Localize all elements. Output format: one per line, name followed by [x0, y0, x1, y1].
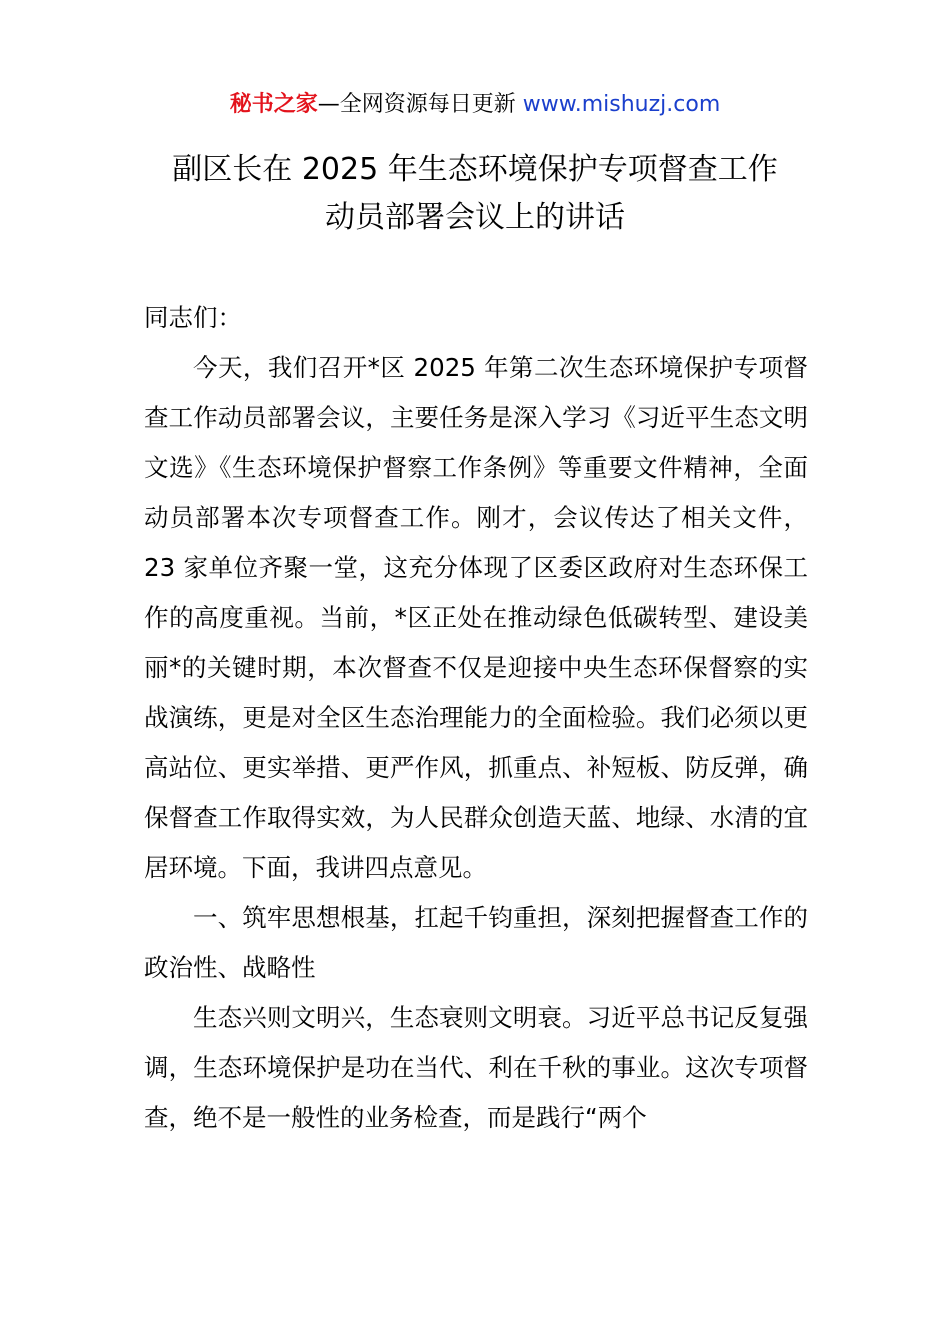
title-line-1: 副区长在 2025 年生态环境保护专项督查工作 [172, 152, 778, 187]
title-line-2: 动员部署会议上的讲话 [325, 200, 625, 235]
document-body [144, 293, 808, 1143]
site-url-link[interactable]: www.mishuzj.com [522, 92, 721, 117]
document-title [0, 146, 950, 242]
site-tagline: —全网资源每日更新 [317, 92, 523, 117]
site-name: 秘书之家 [229, 92, 318, 117]
site-header [0, 88, 950, 122]
section-heading-1: 一、筑牢思想根基，扛起千钧重担，深刻把握督查工作的政治性、战略性 [144, 903, 808, 982]
salutation: 同志们： [144, 303, 242, 332]
paragraph-section-1: 生态兴则文明兴，生态衰则文明衰。习近平总书记反复强调，生态环境保护是功在当代、利在千秋的事业。这次专项督查，绝不是一般性的业务检查，而是践行“两个 [144, 1003, 808, 1132]
paragraph-opening: 今天，我们召开*区 2025 年第二次生态环境保护专项督查工作动员部署会议，主要任务是深入学习《习近平生态文明文选》《生态环境保护督察工作条例》等重要文件精神，全面动员部署本次专项督查工作。刚才，会议传达了相关文件，23 家单位齐聚一堂，这充分体现了区委区政府对生态环保工作的高度重视。当前，*区正处在推动绿色低碳转型、建设美丽*的关键时期，本次督查不仅是迎接中央生态环保督察的实战演练，更是对全区生态治理能力的全面检验。我们必须以更高站位、更实举措、更严作风，抓重点、补短板、防反弹，确保督查工作取得实效，为人民群众创造天蓝、地绿、水清的宜居环境。下面，我讲四点意见。 [144, 353, 808, 882]
